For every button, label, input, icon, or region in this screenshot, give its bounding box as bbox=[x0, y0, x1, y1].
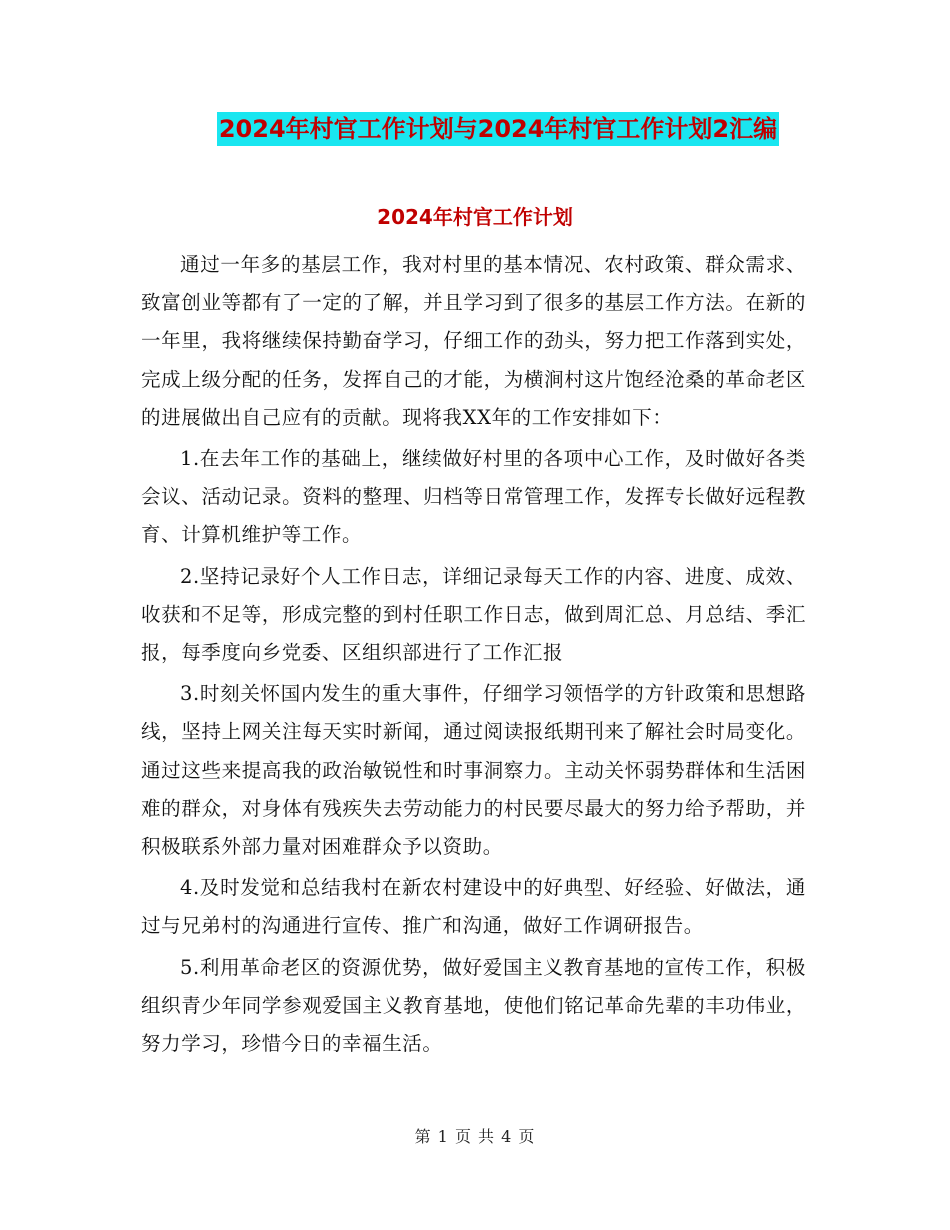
document-title-container bbox=[0, 112, 950, 146]
plan-item-4: 4.及时发觉和总结我村在新农村建设中的好典型、好经验、好做法，通过与兄弟村的沟通进行宣传、推广和沟通，做好工作调研报告。 bbox=[141, 876, 806, 938]
page-footer: 第 1 页 共 4 页 bbox=[414, 1127, 536, 1146]
section-title: 2024年村官工作计划 bbox=[377, 205, 573, 229]
plan-item-5: 5.利用革命老区的资源优势，做好爱国主义教育基地的宣传工作，积极组织青少年同学参观爱国主义教育基地，使他们铭记革命先辈的丰功伟业，努力学习，珍惜今日的幸福生活。 bbox=[141, 955, 806, 1056]
plan-item-1: 1.在去年工作的基础上，继续做好村里的各项中心工作，及时做好各类会议、活动记录。资料的整理、归档等日常管理工作，发挥专长做好远程教育、计算机维护等工作。 bbox=[141, 447, 806, 547]
document-title: 2024年村官工作计划与2024年村官工作计划2汇编 bbox=[217, 112, 779, 146]
document-body bbox=[141, 246, 806, 1063]
plan-item-3: 3.时刻关怀国内发生的重大事件，仔细学习领悟学的方针政策和思想路线，坚持上网关注每天实时新闻，通过阅读报纸期刊来了解社会时局变化。通过这些来提高我的政治敏锐性和时事洞察力。主动关怀弱势群体和生活困难的群众，对身体有残疾失去劳动能力的村民要尽最大的努力给予帮助，并积极联系外部力量对困难群众予以资助。 bbox=[141, 682, 806, 859]
intro-paragraph: 通过一年多的基层工作，我对村里的基本情况、农村政策、群众需求、致富创业等都有了一定的了解，并且学习到了很多的基层工作方法。在新的一年里，我将继续保持勤奋学习，仔细工作的劲头，努力把工作落到实处，完成上级分配的任务，发挥自己的才能，为横涧村这片饱经沧桑的革命老区的进展做出自己应有的贡献。现将我XX年的工作安排如下： bbox=[141, 253, 806, 429]
plan-item-2: 2.坚持记录好个人工作日志，详细记录每天工作的内容、进度、成效、收获和不足等，形成完整的到村任职工作日志，做到周汇总、月总结、季汇报，每季度向乡党委、区组织部进行了工作汇报 bbox=[141, 564, 806, 665]
